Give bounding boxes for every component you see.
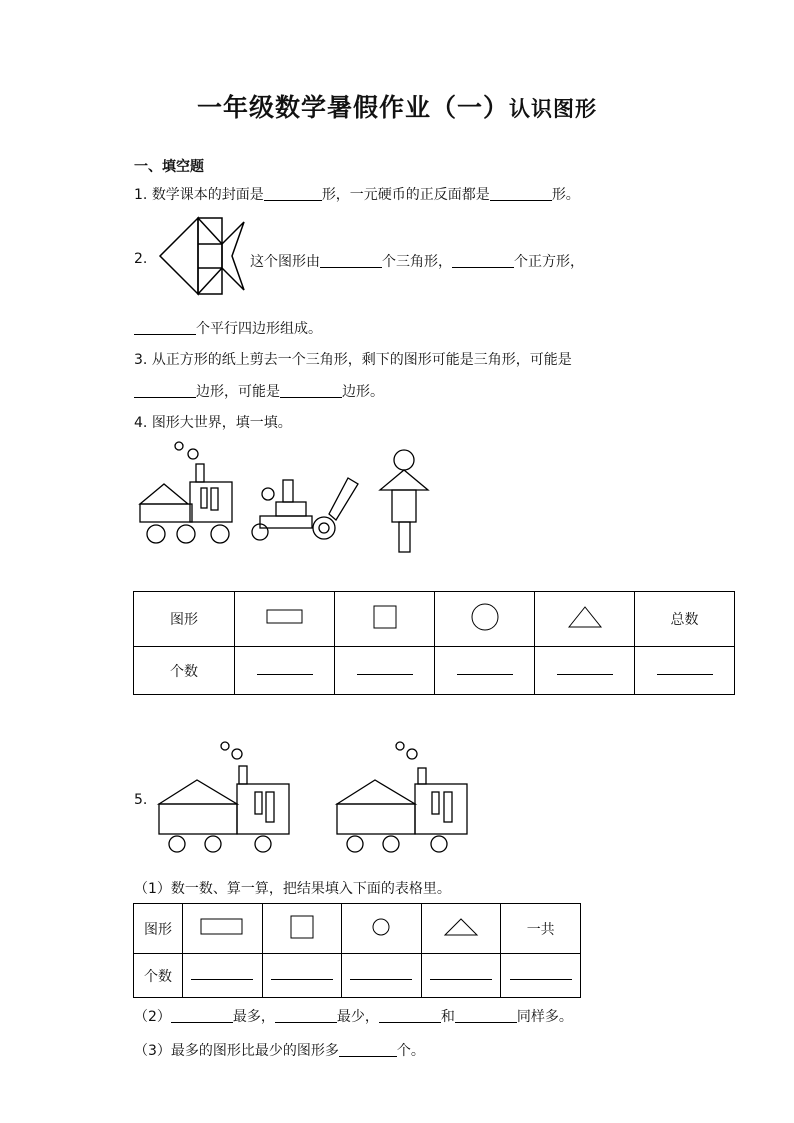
- answer-blank[interactable]: [557, 662, 613, 675]
- two-trains-illustration: [155, 738, 475, 856]
- shape-count-table-1: [133, 591, 735, 695]
- answer-blank[interactable]: [264, 186, 322, 201]
- q5-part-2-prefix: （2）: [134, 1009, 171, 1025]
- q3-text-1: 从正方形的纸上剪去一个三角形，剩下的图形可能是三角形，可能是: [151, 352, 572, 368]
- q3-text-3: 边形。: [342, 384, 384, 400]
- page-title: [0, 88, 794, 124]
- rectangle-icon: [200, 918, 244, 936]
- table-row-label: 图形: [134, 904, 183, 954]
- q5-part-3-text-b: 个。: [396, 1043, 425, 1059]
- table-row-label: 个数: [134, 954, 183, 998]
- answer-blank[interactable]: [379, 1008, 441, 1023]
- answer-blank[interactable]: [357, 662, 413, 675]
- q5-part-2-text-a: 最多，: [232, 1009, 275, 1025]
- q4-text-1: 图形大世界，填一填。: [151, 415, 292, 431]
- answer-blank[interactable]: [350, 967, 412, 980]
- table-row-label: 个数: [134, 647, 235, 695]
- answer-blank[interactable]: [657, 662, 713, 675]
- section-heading: 一、填空题: [134, 159, 204, 175]
- q5-number: 5.: [134, 792, 148, 808]
- q1-text-1: 数学课本的封面是: [151, 187, 264, 203]
- q5-part-2: [134, 1006, 573, 1026]
- q3-text-2: 边形，可能是: [196, 384, 280, 400]
- answer-blank[interactable]: [452, 253, 514, 268]
- shape-figures-illustration: [138, 440, 438, 555]
- answer-blank[interactable]: [339, 1042, 397, 1057]
- q2-number: 2.: [134, 251, 148, 267]
- q4-number: 4.: [134, 415, 148, 431]
- table-total-label: 一共: [501, 904, 581, 954]
- circle-icon: [470, 602, 500, 632]
- question-3: [134, 349, 572, 369]
- answer-blank[interactable]: [134, 320, 196, 335]
- question-2-continued: [134, 318, 322, 338]
- q1-text-2: 形，一元硬币的正反面都是: [321, 187, 490, 203]
- q2-text-1: 这个图形由: [250, 254, 320, 270]
- q2-text-4: 个平行四边形组成。: [196, 321, 322, 337]
- table-row-label: 图形: [134, 592, 235, 647]
- question-1: [134, 184, 580, 204]
- square-icon: [290, 915, 314, 939]
- q2-text-2: 个三角形，: [382, 254, 452, 270]
- title-sub: 认识图形: [509, 96, 597, 121]
- question-4: [134, 412, 292, 432]
- answer-blank[interactable]: [191, 967, 253, 980]
- triangle-icon: [568, 605, 602, 629]
- triangle-icon: [444, 917, 478, 937]
- q1-text-3: 形。: [551, 187, 580, 203]
- answer-blank[interactable]: [275, 1008, 337, 1023]
- title-main: 一年级数学暑假作业（一）: [196, 93, 509, 122]
- answer-blank[interactable]: [455, 1008, 517, 1023]
- question-2: [250, 251, 584, 271]
- q2-text-3: 个正方形，: [514, 254, 584, 270]
- q5-part-3: [134, 1040, 425, 1060]
- q3-number: 3.: [134, 352, 148, 368]
- answer-blank[interactable]: [134, 383, 196, 398]
- answer-blank[interactable]: [430, 967, 492, 980]
- q5-part-2-text-c: 和: [440, 1009, 455, 1025]
- q5-part-2-text-b: 最少，: [336, 1009, 379, 1025]
- circle-icon: [371, 917, 391, 937]
- answer-blank[interactable]: [271, 967, 333, 980]
- tangram-fish-figure: [160, 218, 246, 296]
- shape-count-table-2: [133, 903, 581, 998]
- rectangle-icon: [266, 609, 304, 625]
- answer-blank[interactable]: [457, 662, 513, 675]
- q1-number: 1.: [134, 187, 148, 203]
- square-icon: [373, 605, 397, 629]
- q5-part-2-text-d: 同样多。: [516, 1009, 573, 1025]
- answer-blank[interactable]: [490, 186, 552, 201]
- q5-part-1: （1）数一数、算一算，把结果填入下面的表格里。: [134, 881, 451, 897]
- answer-blank[interactable]: [510, 967, 572, 980]
- answer-blank[interactable]: [320, 253, 382, 268]
- table-total-label: 总数: [635, 592, 735, 647]
- answer-blank[interactable]: [257, 662, 313, 675]
- answer-blank[interactable]: [171, 1008, 233, 1023]
- answer-blank[interactable]: [280, 383, 342, 398]
- q5-part-3-text-a: （3）最多的图形比最少的图形多: [134, 1043, 339, 1059]
- question-3-continued: [134, 381, 384, 401]
